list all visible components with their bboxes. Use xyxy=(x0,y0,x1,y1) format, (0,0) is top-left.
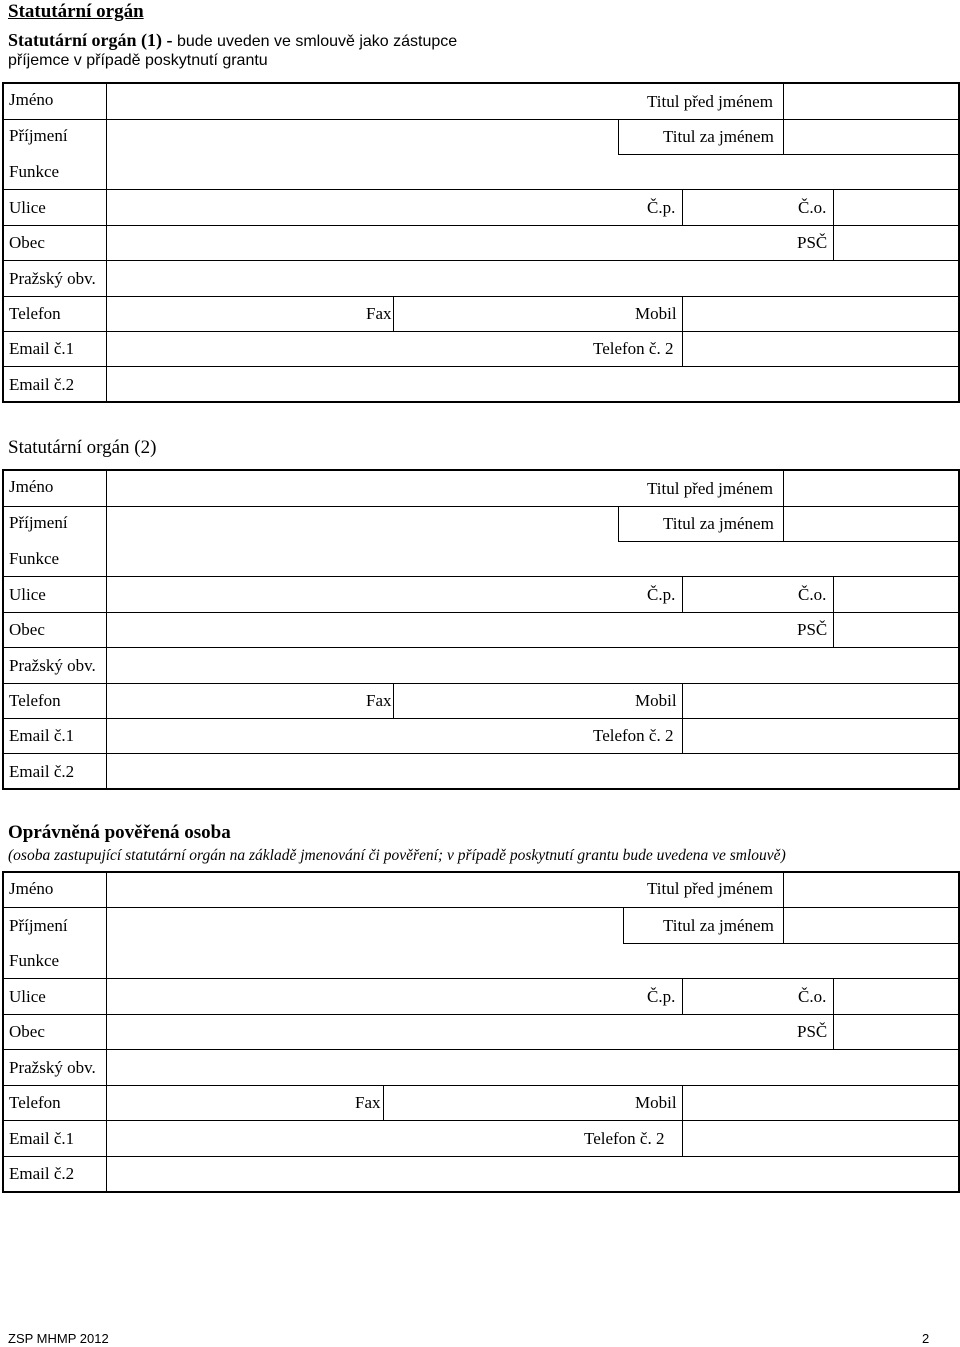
label-obec: Obec xyxy=(9,1022,45,1041)
label-obec: Obec xyxy=(9,620,45,639)
field-email1[interactable] xyxy=(107,1121,579,1156)
label-titul-za: Titul za jménem xyxy=(663,127,774,146)
section1-heading xyxy=(8,29,457,53)
page-title: Statutární orgán xyxy=(8,1,144,22)
field-titul-pred[interactable] xyxy=(784,471,958,505)
section3-heading: Oprávněná pověřená osoba xyxy=(8,822,231,843)
field-ulice[interactable] xyxy=(107,979,637,1014)
label-cp: Č.p. xyxy=(647,585,676,604)
field-prazsky-obv[interactable] xyxy=(107,648,958,683)
label-titul-za: Titul za jménem xyxy=(663,916,774,935)
label-mobil: Mobil xyxy=(635,304,677,323)
field-prazsky-obv[interactable] xyxy=(107,1050,958,1085)
label-ulice: Ulice xyxy=(9,585,46,604)
field-titul-pred[interactable] xyxy=(784,84,958,118)
label-telefon: Telefon xyxy=(9,304,61,323)
label-telefon2: Telefon č. 2 xyxy=(593,339,674,358)
label-fax: Fax xyxy=(355,1093,381,1112)
field-cp[interactable] xyxy=(683,190,793,225)
section1-heading-line2: příjemce v případě poskytnutí grantu xyxy=(8,52,268,69)
field-telefon2[interactable] xyxy=(683,332,958,366)
label-funkce: Funkce xyxy=(9,549,60,568)
label-jmeno: Jméno xyxy=(9,90,54,109)
field-jmeno[interactable] xyxy=(107,471,617,505)
label-telefon: Telefon xyxy=(9,1093,61,1112)
label-ulice: Ulice xyxy=(9,198,46,217)
field-email2[interactable] xyxy=(107,754,958,788)
field-co[interactable] xyxy=(834,979,958,1014)
field-prijmeni[interactable] xyxy=(107,120,617,154)
label-email2: Email č.2 xyxy=(9,1164,75,1183)
label-psc: PSČ xyxy=(797,620,828,639)
field-co[interactable] xyxy=(834,190,958,225)
label-cp: Č.p. xyxy=(647,198,676,217)
label-prazsky-obv: Pražský obv. xyxy=(9,269,96,288)
divider xyxy=(618,506,619,541)
field-titul-za[interactable] xyxy=(784,507,958,541)
field-obec[interactable] xyxy=(107,613,787,647)
label-email2: Email č.2 xyxy=(9,375,75,394)
label-funkce: Funkce xyxy=(9,162,60,181)
field-email2[interactable] xyxy=(107,1157,958,1191)
label-email1: Email č.1 xyxy=(9,339,75,358)
field-telefon[interactable] xyxy=(107,1086,351,1120)
label-telefon2: Telefon č. 2 xyxy=(593,726,674,745)
label-titul-pred: Titul před jménem xyxy=(647,92,773,111)
field-jmeno[interactable] xyxy=(107,84,617,118)
label-psc: PSČ xyxy=(797,233,828,252)
field-telefon[interactable] xyxy=(107,684,362,718)
label-fax: Fax xyxy=(366,304,392,323)
label-fax: Fax xyxy=(366,691,392,710)
label-jmeno: Jméno xyxy=(9,879,54,898)
field-titul-za[interactable] xyxy=(784,120,958,154)
label-titul-pred: Titul před jménem xyxy=(647,879,773,898)
field-telefon2[interactable] xyxy=(683,1121,958,1156)
label-funkce: Funkce xyxy=(9,951,60,970)
field-ulice[interactable] xyxy=(107,190,637,225)
field-prazsky-obv[interactable] xyxy=(107,261,958,296)
field-obec[interactable] xyxy=(107,226,787,260)
field-funkce[interactable] xyxy=(107,542,958,576)
field-funkce[interactable] xyxy=(107,155,958,189)
field-mobil[interactable] xyxy=(683,684,958,718)
field-mobil[interactable] xyxy=(683,297,958,331)
divider xyxy=(618,119,619,154)
field-psc[interactable] xyxy=(834,226,958,260)
section1-heading-rest: bude uveden ve smlouvě jako zástupce xyxy=(177,33,458,50)
field-email2[interactable] xyxy=(107,367,958,401)
label-prijmeni: Příjmení xyxy=(9,126,68,145)
field-ulice[interactable] xyxy=(107,577,637,612)
label-prazsky-obv: Pražský obv. xyxy=(9,1058,96,1077)
label-email1: Email č.1 xyxy=(9,1129,75,1148)
field-co[interactable] xyxy=(834,577,958,612)
footer-left: ZSP MHMP 2012 xyxy=(8,1331,109,1346)
field-prijmeni[interactable] xyxy=(107,507,617,541)
footer-page-number: 2 xyxy=(922,1331,930,1346)
label-prijmeni: Příjmení xyxy=(9,916,68,935)
section2-heading: Statutární orgán (2) xyxy=(8,437,157,458)
field-psc[interactable] xyxy=(834,1015,958,1049)
field-fax[interactable] xyxy=(394,684,629,718)
label-telefon2: Telefon č. 2 xyxy=(584,1129,665,1148)
label-titul-za: Titul za jménem xyxy=(663,514,774,533)
field-obec[interactable] xyxy=(107,1015,787,1049)
label-email2: Email č.2 xyxy=(9,762,75,781)
field-psc[interactable] xyxy=(834,613,958,647)
label-mobil: Mobil xyxy=(635,691,677,710)
field-titul-pred[interactable] xyxy=(784,873,958,907)
field-titul-za[interactable] xyxy=(784,908,958,943)
section3-subheading: (osoba zastupující statutární orgán na základě jmenování či pověření; v případě poskytnutí grantu bude uvedena ve smlouvě) xyxy=(8,847,786,864)
label-co: Č.o. xyxy=(798,987,827,1006)
field-fax[interactable] xyxy=(384,1086,629,1120)
label-titul-pred: Titul před jménem xyxy=(647,479,773,498)
label-mobil: Mobil xyxy=(635,1093,677,1112)
field-fax[interactable] xyxy=(394,297,629,331)
section1-heading-bold: Statutární orgán (1) - xyxy=(8,30,177,50)
label-email1: Email č.1 xyxy=(9,726,75,745)
label-prazsky-obv: Pražský obv. xyxy=(9,656,96,675)
label-prijmeni: Příjmení xyxy=(9,513,68,532)
field-cp[interactable] xyxy=(683,979,793,1014)
field-funkce[interactable] xyxy=(107,944,958,978)
field-cp[interactable] xyxy=(683,577,793,612)
field-email1[interactable] xyxy=(107,719,587,753)
field-prijmeni[interactable] xyxy=(107,908,622,943)
label-psc: PSČ xyxy=(797,1022,828,1041)
label-co: Č.o. xyxy=(798,585,827,604)
field-jmeno[interactable] xyxy=(107,873,622,907)
label-jmeno: Jméno xyxy=(9,477,54,496)
label-obec: Obec xyxy=(9,233,45,252)
divider xyxy=(623,907,624,943)
label-ulice: Ulice xyxy=(9,987,46,1006)
field-mobil[interactable] xyxy=(683,1086,958,1120)
field-telefon2[interactable] xyxy=(683,719,958,753)
label-telefon: Telefon xyxy=(9,691,61,710)
label-cp: Č.p. xyxy=(647,987,676,1006)
label-co: Č.o. xyxy=(798,198,827,217)
field-email1[interactable] xyxy=(107,332,587,366)
field-telefon[interactable] xyxy=(107,297,362,331)
